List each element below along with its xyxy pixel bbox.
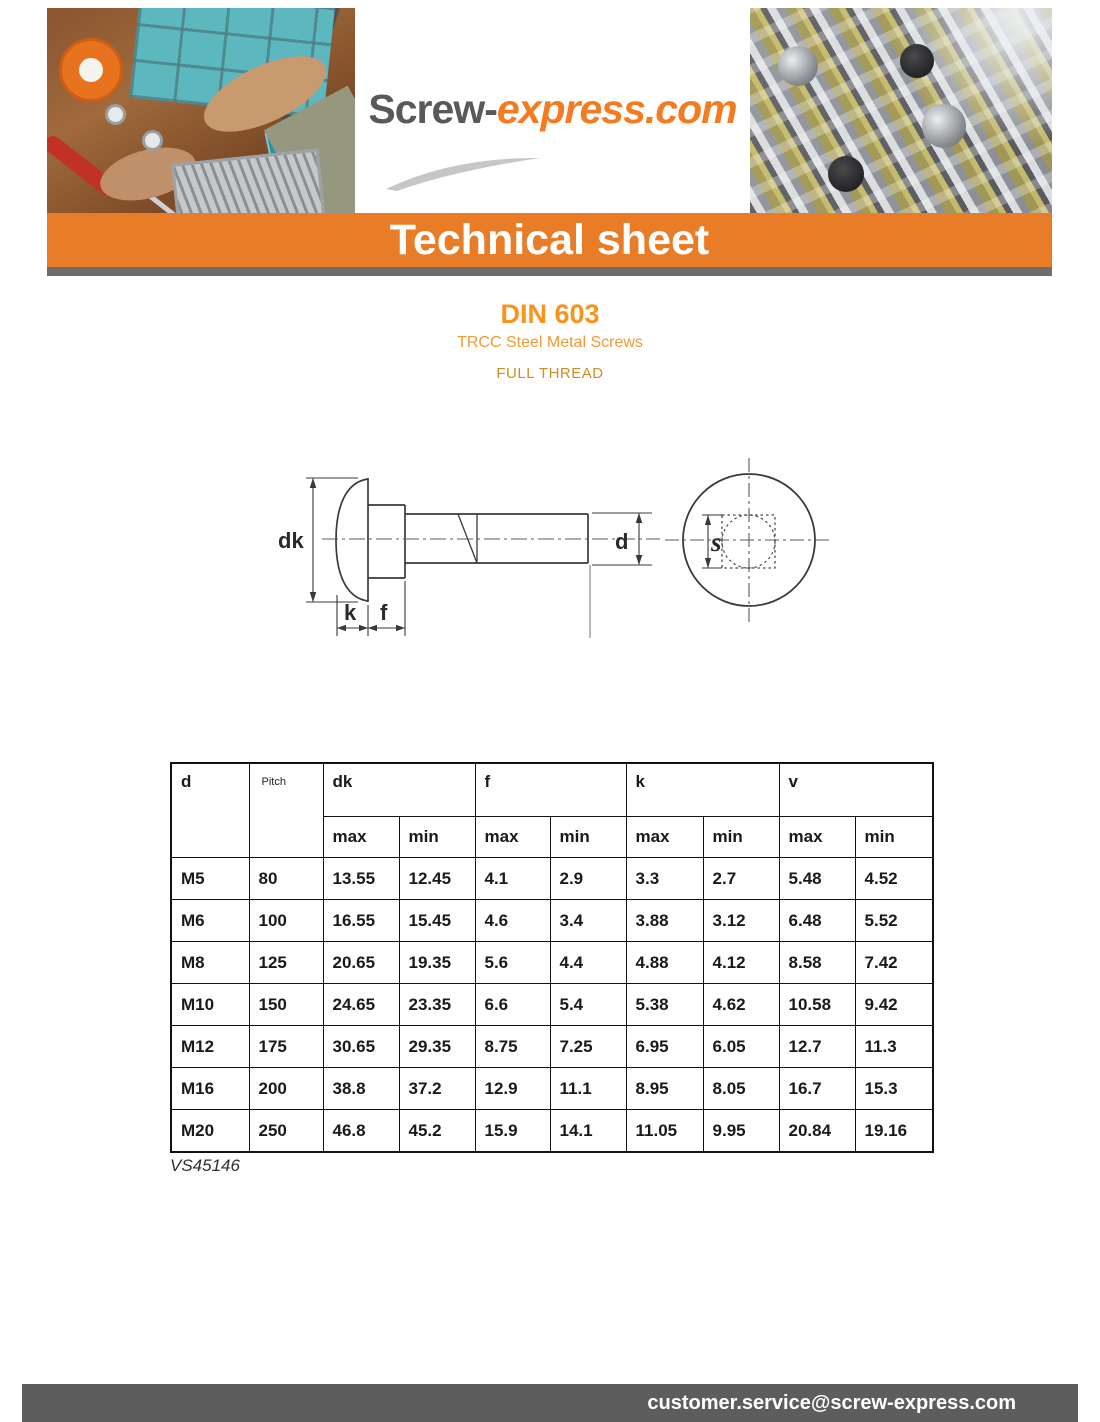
table-row	[171, 942, 933, 984]
cell: 29.35	[399, 1026, 475, 1068]
arrow-icon	[359, 625, 368, 632]
cell: 2.9	[550, 858, 626, 900]
cell: 12.7	[779, 1026, 855, 1068]
cell: 16.55	[323, 900, 399, 942]
dimension-label-dk: dk	[278, 528, 304, 553]
cell: 20.65	[323, 942, 399, 984]
arrow-icon	[310, 478, 317, 488]
table-row	[171, 858, 933, 900]
cell: 30.65	[323, 1026, 399, 1068]
standard-title: DIN 603	[500, 299, 600, 329]
cell: 20.84	[779, 1110, 855, 1153]
arrow-icon	[368, 625, 377, 632]
cell: 4.1	[475, 858, 550, 900]
cell: 12.45	[399, 858, 475, 900]
col-header-d: d	[171, 763, 249, 858]
cell: 8.58	[779, 942, 855, 984]
col-header-pitch: Pitch	[249, 763, 323, 858]
cell: 12.9	[475, 1068, 550, 1110]
logo-swoosh-icon	[383, 153, 543, 193]
arrow-icon	[310, 592, 317, 602]
cell: 8.75	[475, 1026, 550, 1068]
product-subtitle: TRCC Steel Metal Screws	[457, 334, 643, 351]
cell: 10.58	[779, 984, 855, 1026]
cell: 23.35	[399, 984, 475, 1026]
cell: 6.48	[779, 900, 855, 942]
technical-drawing	[270, 448, 870, 648]
cell: 6.05	[703, 1026, 779, 1068]
cell: 11.05	[626, 1110, 703, 1153]
cell: 80	[249, 858, 323, 900]
cell: 24.65	[323, 984, 399, 1026]
screws-pile-photo	[750, 8, 1052, 213]
orange-banner	[47, 213, 1052, 267]
cell: 5.38	[626, 984, 703, 1026]
dimension-label-s: s	[711, 527, 722, 557]
workbench-photo	[47, 8, 355, 213]
thread-type-label: FULL THREAD	[496, 365, 604, 382]
dimension-label-f: f	[380, 600, 388, 625]
divider-strip	[47, 267, 1052, 276]
cell: 13.55	[323, 858, 399, 900]
cell: 15.3	[855, 1068, 933, 1110]
cell: 6.95	[626, 1026, 703, 1068]
cell: 11.1	[550, 1068, 626, 1110]
cell: 5.4	[550, 984, 626, 1026]
cell: 9.42	[855, 984, 933, 1026]
cell: 37.2	[399, 1068, 475, 1110]
arrow-icon	[636, 513, 643, 523]
cell: 3.88	[626, 900, 703, 942]
arrow-icon	[337, 625, 346, 632]
banner-title: Technical sheet	[389, 216, 710, 264]
cell: 125	[249, 942, 323, 984]
footer-bar	[22, 1384, 1078, 1422]
cell: M8	[171, 942, 249, 984]
cell: 15.9	[475, 1110, 550, 1153]
cell: 4.62	[703, 984, 779, 1026]
cell: 19.35	[399, 942, 475, 984]
cell: 45.2	[399, 1110, 475, 1153]
cell: 4.88	[626, 942, 703, 984]
subheader-max: max	[779, 817, 855, 858]
col-header-dk: dk	[323, 763, 475, 817]
cell: 2.7	[703, 858, 779, 900]
cell: 100	[249, 900, 323, 942]
cell: 150	[249, 984, 323, 1026]
logo-text-orange: express.com	[496, 86, 737, 132]
cell: 3.4	[550, 900, 626, 942]
table-row	[171, 1110, 933, 1153]
cell: 4.6	[475, 900, 550, 942]
cell: 8.95	[626, 1068, 703, 1110]
cell: 16.7	[779, 1068, 855, 1110]
contact-email: customer.service@screw-express.com	[647, 1392, 1016, 1414]
cell: 11.3	[855, 1026, 933, 1068]
logo	[355, 86, 750, 133]
col-header-f: f	[475, 763, 626, 817]
arrow-icon	[636, 555, 643, 565]
dimension-label-k: k	[344, 600, 357, 625]
screw-head-shape	[778, 46, 818, 86]
cell: 4.4	[550, 942, 626, 984]
screw-head-shape	[922, 104, 966, 148]
subheader-min: min	[855, 817, 933, 858]
subheader-min: min	[550, 817, 626, 858]
reference-code: VS45146	[170, 1156, 240, 1175]
dimension-dk	[306, 478, 358, 602]
subheader-max: max	[626, 817, 703, 858]
dimension-table	[170, 762, 934, 1153]
cell: 250	[249, 1110, 323, 1153]
cell: 7.42	[855, 942, 933, 984]
cell: M16	[171, 1068, 249, 1110]
dimension-label-d: d	[615, 529, 629, 554]
subheader-min: min	[399, 817, 475, 858]
cell: 9.95	[703, 1110, 779, 1153]
col-header-k: k	[626, 763, 779, 817]
bolt-top-view	[665, 458, 833, 622]
table-row	[171, 984, 933, 1026]
subheader-min: min	[703, 817, 779, 858]
cell: 3.3	[626, 858, 703, 900]
logo-text-gray: Screw-	[368, 86, 497, 132]
cell: 7.25	[550, 1026, 626, 1068]
washer-shape	[142, 130, 163, 151]
subheader-max: max	[475, 817, 550, 858]
arrow-icon	[396, 625, 405, 632]
cell: 4.12	[703, 942, 779, 984]
cell: 6.6	[475, 984, 550, 1026]
screw-head-shape	[828, 156, 864, 192]
washer-shape	[105, 104, 126, 125]
cell: 4.52	[855, 858, 933, 900]
cell: 46.8	[323, 1110, 399, 1153]
cell: 19.16	[855, 1110, 933, 1153]
table-row	[171, 900, 933, 942]
cell: 200	[249, 1068, 323, 1110]
cell: M20	[171, 1110, 249, 1153]
tape-measure-shape	[59, 38, 123, 102]
cell: 8.05	[703, 1068, 779, 1110]
cell: 5.48	[779, 858, 855, 900]
screw-head-shape	[900, 44, 934, 78]
subheader-max: max	[323, 817, 399, 858]
cell: M6	[171, 900, 249, 942]
cell: 5.52	[855, 900, 933, 942]
cell: 38.8	[323, 1068, 399, 1110]
cell: 15.45	[399, 900, 475, 942]
col-header-v: v	[779, 763, 933, 817]
table-row	[171, 1068, 933, 1110]
cell: M10	[171, 984, 249, 1026]
logo-area	[355, 8, 750, 213]
cell: 14.1	[550, 1110, 626, 1153]
bolt-side-view	[336, 478, 588, 602]
cell: 3.12	[703, 900, 779, 942]
cell: M12	[171, 1026, 249, 1068]
cell: 175	[249, 1026, 323, 1068]
cell: M5	[171, 858, 249, 900]
cell: 5.6	[475, 942, 550, 984]
table-row	[171, 1026, 933, 1068]
